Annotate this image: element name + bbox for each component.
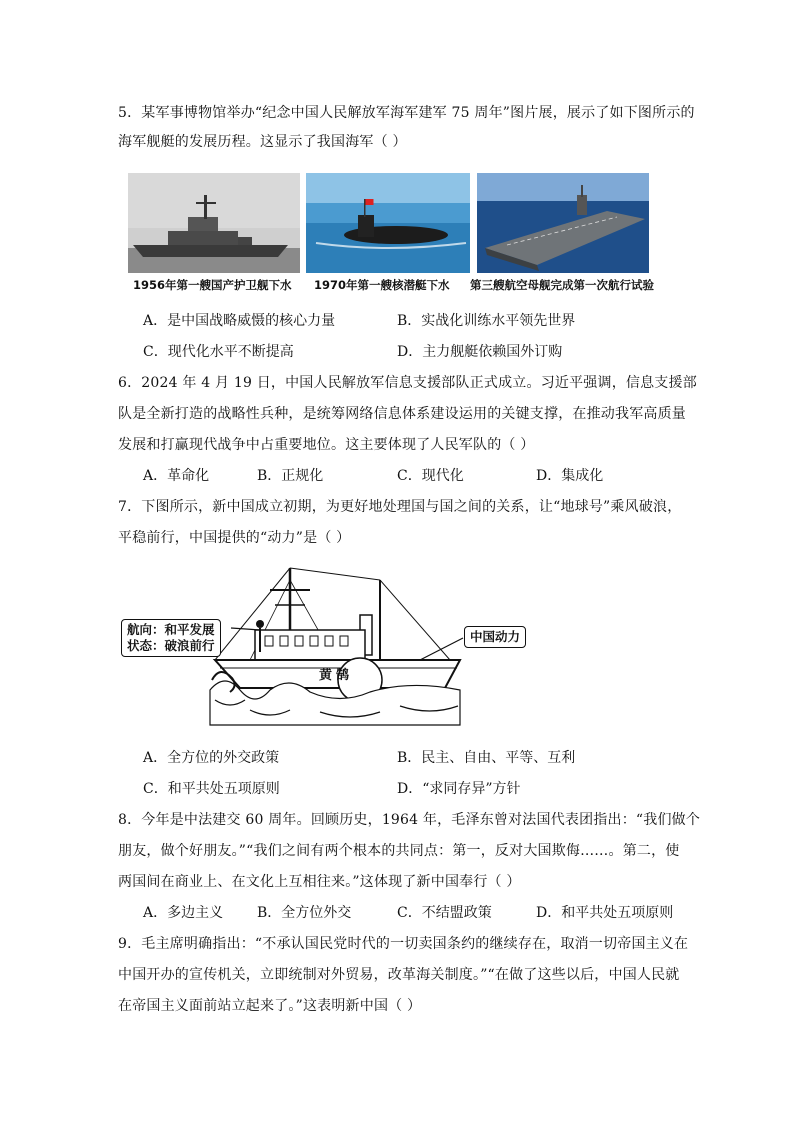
- q8-stem-line3: 两国间在商业上、在文化上互相往来。”这体现了新中国奉行（ ）: [118, 874, 521, 890]
- q5-option-a[interactable]: A．是中国战略威慑的核心力量: [143, 313, 336, 329]
- carrier-caption: 第三艘航空母舰完成第一次航行试验: [470, 278, 654, 292]
- q6-option-a[interactable]: A．革命化: [143, 468, 210, 484]
- q7-option-b[interactable]: B．民主、自由、平等、互利: [397, 750, 576, 766]
- submarine-caption: 1970年第一艘核潜艇下水: [314, 278, 450, 292]
- q6-stem-line3: 发展和打赢现代战争中占重要地位。这主要体现了人民军队的（ ）: [118, 437, 535, 453]
- frigate-caption: 1956年第一艘国产护卫舰下水: [133, 278, 292, 292]
- q5-option-b[interactable]: B．实战化训练水平领先世界: [397, 313, 576, 329]
- q7-option-c[interactable]: C．和平共处五项原则: [143, 781, 280, 797]
- q5-stem-line2: 海军舰艇的发展历程。这显示了我国海军（ ）: [118, 134, 407, 150]
- status-label: 状态：破浪前行: [127, 638, 215, 653]
- submarine-photo: [306, 173, 470, 273]
- q7-option-a[interactable]: A．全方位的外交政策: [143, 750, 280, 766]
- q8-option-c[interactable]: C．不结盟政策: [397, 905, 492, 921]
- q9-stem-line3: 在帝国主义面前站立起来了。”这表明新中国（ ）: [118, 998, 422, 1014]
- q6-stem-line1: 6．2024 年 4 月 19 日，中国人民解放军信息支援部队正式成立。习近平强调，信息支援部: [118, 375, 697, 391]
- q5-option-c[interactable]: C．现代化水平不断提高: [143, 344, 294, 360]
- q8-option-b[interactable]: B．全方位外交: [257, 905, 352, 921]
- q6-option-d[interactable]: D．集成化: [536, 468, 604, 484]
- frigate-photo: [128, 173, 300, 273]
- q8-option-d[interactable]: D．和平共处五项原则: [536, 905, 674, 921]
- q6-option-b[interactable]: B．正规化: [257, 468, 324, 484]
- q6-option-c[interactable]: C．现代化: [397, 468, 464, 484]
- q7-option-d[interactable]: D．“求同存异”方针: [397, 781, 521, 797]
- carrier-photo: [477, 173, 649, 273]
- q9-stem-line1: 9．毛主席明确指出：“不承认国民党时代的一切卖国条约的继续存在，取消一切帝国主义在: [118, 936, 689, 952]
- q9-stem-line2: 中国开办的宣传机关，立即统制对外贸易，改革海关制度。”“在做了这些以后，中国人民就: [118, 967, 680, 983]
- q8-option-a[interactable]: A．多边主义: [143, 905, 224, 921]
- course-status-label: [121, 619, 221, 657]
- q7-stem-line1: 7．下图所示，新中国成立初期，为更好地处理国与国之间的关系，让“地球号”乘风破浪，: [118, 499, 682, 515]
- q5-stem-line1: 5．某军事博物馆举办“纪念中国人民解放军海军建军 75 周年”图片展，展示了如下图所示的: [118, 105, 695, 121]
- q6-stem-line2: 队是全新打造的战略性兵种，是统筹网络信息体系建设运用的关键支撑，在推动我军高质量: [118, 406, 686, 422]
- q7-stem-line2: 平稳前行，中国提供的“动力”是（ ）: [118, 530, 351, 546]
- china-power-label: 中国动力: [464, 626, 526, 648]
- ship-name: 黄鹄: [319, 668, 354, 683]
- q8-stem-line1: 8．今年是中法建交 60 周年。回顾历史，1964 年，毛泽东曾对法国代表团指出：“我们做个: [118, 812, 701, 828]
- course-label: 航向：和平发展: [127, 622, 215, 637]
- q8-stem-line2: 朋友，做个好朋友。”“我们之间有两个根本的共同点：第一，反对大国欺侮……。第二，使: [118, 843, 680, 859]
- q5-option-d[interactable]: D．主力舰艇依赖国外订购: [397, 344, 563, 360]
